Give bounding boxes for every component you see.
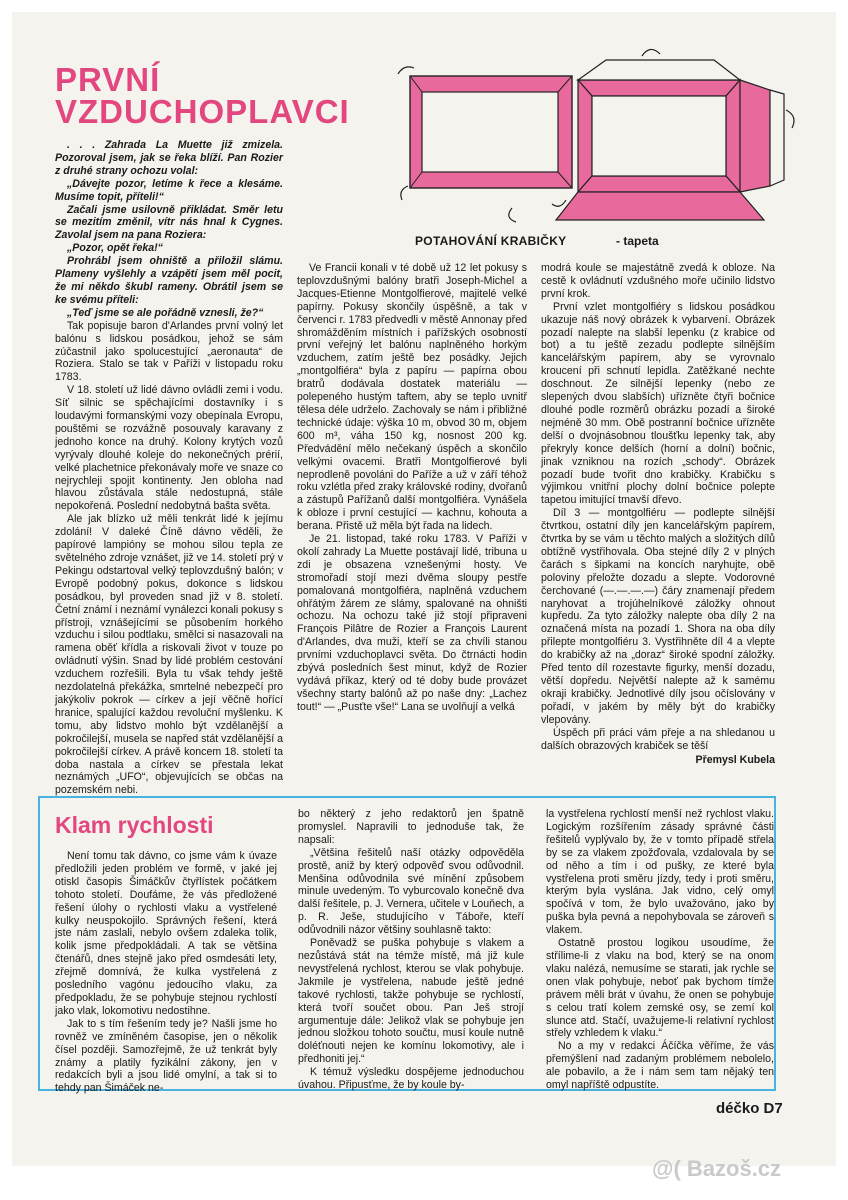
paragraph: Prohrábl jsem ohniště a přiložil slámu. Plameny vyšlehly a vzápětí jsem měl pocit, že mi někdo škubl rameny. Obrátil jsem se ke svému příteli: bbox=[55, 255, 283, 306]
box-assembly-illustration bbox=[392, 40, 802, 252]
paragraph: „Většina řešitelů naší otázky odpověděla prostě, aniž by který odpověď svou odůvodnil. Menšina odůvodnila své mínění způsobem minule uvedeným. To vyburcovalo konečně dva další řešitele, p. J. Vernera, učitele v Louňech, a p. R. Ješe, studujícího v Táboře, kteří odůvodnili názor většiny souhlasně takto: bbox=[298, 846, 524, 937]
paragraph: Ale jak blízko už měli tenkrát lidé k jejímu zdolání! V daleké Číně dávno věděli, že papírové lampióny se mohou silou tepla ze světelného zdroje vznášet, již ve 14. století prý v Pekingu odstartoval velký teplovzdušný balón; v Evropě podobný pokus, dokonce s lidskou posádkou, byl proveden snad již v 8. století. Četní známí i neznámí vynálezci konali pokusy s přístroji, vznášejícími se působením horkého vzduchu i silou podtlaku, smělci si nasazovali na ramena oběť křídla a riskovali život v touze po ovládnutí výšin. Snad by lidé problém cestování vzduchem rozřešili. Byla tu však tehdy ještě nezdolatelná překážka, smrtelné nebezpečí pro jakýkoliv pokrok — církev a její věčně hořící hranice, spalující každou revoluční myšlenku. K tomu, aby lidstvo mohlo být vzdělanější a pokročilejší, musela se napřed stát vzdělanější a pokročilejší církev. A právě koncem 18. století ta doba nastala a církev se přestala lekat neznámých „UFO“, objevujících se občas na pozemském nebi. bbox=[55, 513, 283, 797]
paragraph: modrá koule se majestátně zvedá k obloze. Na cestě k ovládnutí vzdušného moře učinilo lidstvo první krok. bbox=[541, 262, 775, 300]
figure-caption: POTAHOVÁNÍ KRABIČKY bbox=[415, 234, 567, 248]
paragraph: Tak popisuje baron d'Arlandes první volný let balónu s lidskou posádkou, jehož se sám zúčastnil jako spolucestující „aeronauta“ de Roziera. Stalo se tak v Paříži v listopadu roku 1783. bbox=[55, 319, 283, 384]
article-column-2 bbox=[297, 262, 527, 714]
box-column-2 bbox=[298, 808, 524, 1092]
paragraph: Není tomu tak dávno, co jsme vám k úvaze předložili jeden problém ve formě, v jaké jej otiskl časopis Šimáčkův čtyřlístek počátkem tohoto století. Doufáme, že vás předložené řešení úlohy o rychlosti vlaku a vystřelené kulky neuspokojilo. Správných řešení, která jste nám zaslali, nebylo ovšem zdaleka tolik, kolik jsme předpokládali. A tak se většina čtenářů, dnes stejně jako před osmdesáti lety, zřejmě domnívá, že kulka vystřelená z posledního vagónu jedoucího vlaku, za předpokladu, že se pohybuje stejnou rychlostí jako vlak, lokomotivu nedostihne. bbox=[55, 850, 277, 1017]
title-line-2: VZDUCHOPLAVCI bbox=[55, 93, 350, 130]
paragraph: bo některý z jeho redaktorů jen špatně promyslel. Napravili to jednoduše tak, že napsali: bbox=[298, 808, 524, 846]
box-title: Klam rychlosti bbox=[55, 812, 214, 838]
paragraph: . . . Zahrada La Muette již zmizela. Pozoroval jsem, jak se řeka blíží. Pan Rozier z druhé strany ochozu volal: bbox=[55, 139, 283, 177]
paragraph: la vystřelena rychlostí menší než rychlost vlaku. Logickým rozšířením zásady správné části řešitelů vyplývalo by, že v tomto případě střela by se za vlakem zpožďovala, vzdalovala by se od něho a tím i od pušky, ze které byla vystřelena proti směru jízdy, tedy i proti směru, kterým byla vyslána. Jak vidno, celý omyl spočívá v tom, že bylo uvažováno, jako by puška byla pevná a nepohybovala se zároveň s vlakem. bbox=[546, 808, 774, 937]
paragraph: První vzlet montgolfiéry s lidskou posádkou ukazuje náš nový obrázek k vybarvení. Obrázek pozadí nalepte na slabší lepenku (z krabice od bot) a tu ještě zezadu podlepte silnějším kancelářským papírem, aby se vyrovnalo kroucení při schnutí lepidla. Zatěžkané nechte doschnout. Ze silnější lepenky (nebo ze slepených dvou slabších) uřízněte čtyři bočnice dlouhé podle rozměrů obrázku pozadí a široké nejméně 30 mm. Obě postranní bočnice uřízněte delší o dvojnásobnou tloušťku lepenky tak, aby překryly konce delších (horní a dolní) bočnic, jinak vzniknou na rozích „schody“. Obrázek pozadí bude tvořit dno krabičky. Krabičku s výjimkou vnitřní plochy dolní bočnice polepte tapetou imitující tmavší dřevo. bbox=[541, 300, 775, 507]
paragraph: Je 21. listopad, také roku 1783. V Paříži v okolí zahrady La Muette postávají lidé, tribuna u zdi je obsazena vznešenými hosty. Ve stromořadí stojí mezi dvěma sloupy pestře pomalovaná montgolfiéra, naplněná vzduchem ohřátým žárem ze slámy, spalované na ohništi ochozu. Na ochozu také již stojí připraveni François Pilâtre de Rozier a François Laurent d'Arlandes, dva muži, kteří se za chvíli stanou prvními vzduchoplavci světa. Do čtrnácti hodin zbývá posledních šest minut, když de Rozier vydává příkaz, který od té doby bude provázet všechny starty balónů až po naše dny: „Lachez tout!“ — „Pusťte vše!“ Lana se uvolňují a velká bbox=[297, 533, 527, 713]
article-column-3 bbox=[541, 262, 775, 767]
paragraph: Díl 3 — montgolfiéru — podlepte silnější čtvrtkou, ostatní díly jen kancelářským papírem, čtvrtka by se vám u těchto malých a složitých dílů obtížně vystřihovala. Oba stejné díly 2 v plných čarách s šipkami na koncích naryhujte, obě poloviny přeložte dozadu a slepte. Vodorovné čerchované (—.—.—.—) čáry znamenají předem naryhovat a trojúhelníkové záložky ohnout kupředu. Za tyto záložky nalepte oba díly 2 na označená místa na pozadí 1. Shora na oba díly přilepte montgolfiéru 3. Vystřihněte díl 4 a vlepte do krabičky až na „doraz“ široké spodní záložky. Před tento díl rozestavte figurky, menší dozadu, větší dopředu. Největší nalepte až k samému okraji krabičky. Jednotlivé díly jsou očíslovány v pořadí, v jakém by měly být do krabičky vlepovány. bbox=[541, 507, 775, 726]
paragraph: Úspěch při práci vám přeje a na shledanou u dalších obrazových krabiček se těší bbox=[541, 726, 775, 752]
paragraph: No a my v redakci Áčíčka věříme, že vás přemýšlení nad zadaným problémem nebolelo, ale pobavilo, a že i nám sem tam nějaký ten omyl napříště odpustíte. bbox=[546, 1040, 774, 1092]
paragraph: K témuž výsledku dospějeme jednoduchou úvahou. Připusťme, že by koule by- bbox=[298, 1066, 524, 1092]
author-name: Přemysl Kubela bbox=[695, 754, 775, 767]
box-column-3 bbox=[546, 808, 774, 1092]
paragraph: Jak to s tím řešením tedy je? Našli jsme ho rovněž ve zmíněném časopise, jen o několik čísel později. Samozřejmě, že už tenkrát byly známy a platily fyzikální zákony, jen v redakcích byli a jsou lidé omylní, a tak si to tehdy pan Šimáček ne- bbox=[55, 1017, 277, 1095]
title-line-1: PRVNÍ bbox=[55, 61, 161, 98]
paragraph: „Dávejte pozor, letíme k řece a klesáme. Musíme topit, příteli!“ bbox=[55, 177, 283, 203]
paragraph: Ostatně prostou logikou usoudíme, že střílime-li z vlaku na bod, který se na onom vlaku nalézá, nemusíme se starati, jak rychle se onen vlak pohybuje, neboť pak bychom tímže právem měli brát v úvahu, že onen se pohybuje s celou tratí kolem zemské osy, se zemí kol slunce atd. Stačí, uvažujeme-li relativní rychlost střely vzhledem k vlaku.“ bbox=[546, 937, 774, 1040]
paragraph: Poněvadž se puška pohybuje s vlakem a nezůstává stát na témže místě, má již kule nevystřelená rychlost, kterou se vlak pohybuje. Jakmile je vystřelena, nabude ještě jedné takové rychlosti, takže pohybuje se rychlostí, která tvoří součet obou. Pan Ješ strojí argumentuje dále: Jelikož vlak se pohybuje jen jednou složkou tohoto součtu, musí koule nutně doléťnouti nejen ke komínu lokomotivy, ale i předhoniti jej.“ bbox=[298, 937, 524, 1066]
paragraph: „Teď jsme se ale pořádně vznesli, že?“ bbox=[67, 306, 264, 319]
watermark: @( Bazoš.cz bbox=[652, 1156, 782, 1181]
paragraph: V 18. století už lidé dávno ovládli zemi i vodu. Síť silnic se spěchajícími dostavníky i s loudavými formanskými vozy obepínala Evropu, pouštěmi se rozvážně posouvaly karavany z jednoho konce na druhý. Kolony krytých vozů vyrývaly dlouhé koleje do nekonečných prérií, velké plachetnice překonávaly moře ve snaze co nejrychleji spojit kontinenty. Jen obloha nad hlavou zůstávala stále nedostupná, stále nepokořená. Poslední nedobytná bašta světa. bbox=[55, 384, 283, 513]
paragraph: „Pozor, opět řeka!“ bbox=[67, 242, 163, 255]
paragraph: Začali jsme usilovně přikládat. Směr letu se mezitím změnil, vítr nás hnal k Cygnes. Zavolal jsem na pana Roziera: bbox=[55, 203, 283, 242]
figure-caption-tapeta: - tapeta bbox=[616, 234, 659, 248]
box-column-1 bbox=[55, 850, 277, 1095]
article-title bbox=[55, 61, 385, 130]
page-footer: déčko D7 bbox=[716, 1100, 783, 1117]
box-frame-illustration bbox=[398, 67, 587, 206]
article-column-1 bbox=[55, 139, 283, 797]
paragraph: Ve Francii konali v té době už 12 let pokusy s teplovzdušnými balóny bratři Joseph-Michel a Jacques-Etienne Montgolfierové, majitelé velké papírny. Pokusy skončily úspěšně, a tak v červenci r. 1783 předvedli v městě Annonay před shromážděním místních i pařížských osobností první veřejný let balónu naplněného horkým vzduchem, zatím ještě bez posádky. Jejich „montgolfiéra“ byla z papíru — papírna obou bratrů dodávala dostatek materiálu — polepeného hustým taftem, aby se teplo uvnitř tělesa déle udrželo. Zachovaly se nám i přibližné technické údaje: výška 10 m, obvod 30 m, objem 600 m³, váha 150 kg, nosnost 200 kg. Předvádění mělo nečekaný úspěch a skončilo velkými ovacemi. Bratři Montgolfierové byli neprodleně povoláni do Paříže a už v září téhož roku vzlétla před zraky královské rodiny, dvořanů a zástupů Pařížanů další montgolfiéra. Vynášela k obloze i první cestující — kachnu, kohouta a berana. Přistě už měla být řada na lidech. bbox=[297, 262, 527, 533]
